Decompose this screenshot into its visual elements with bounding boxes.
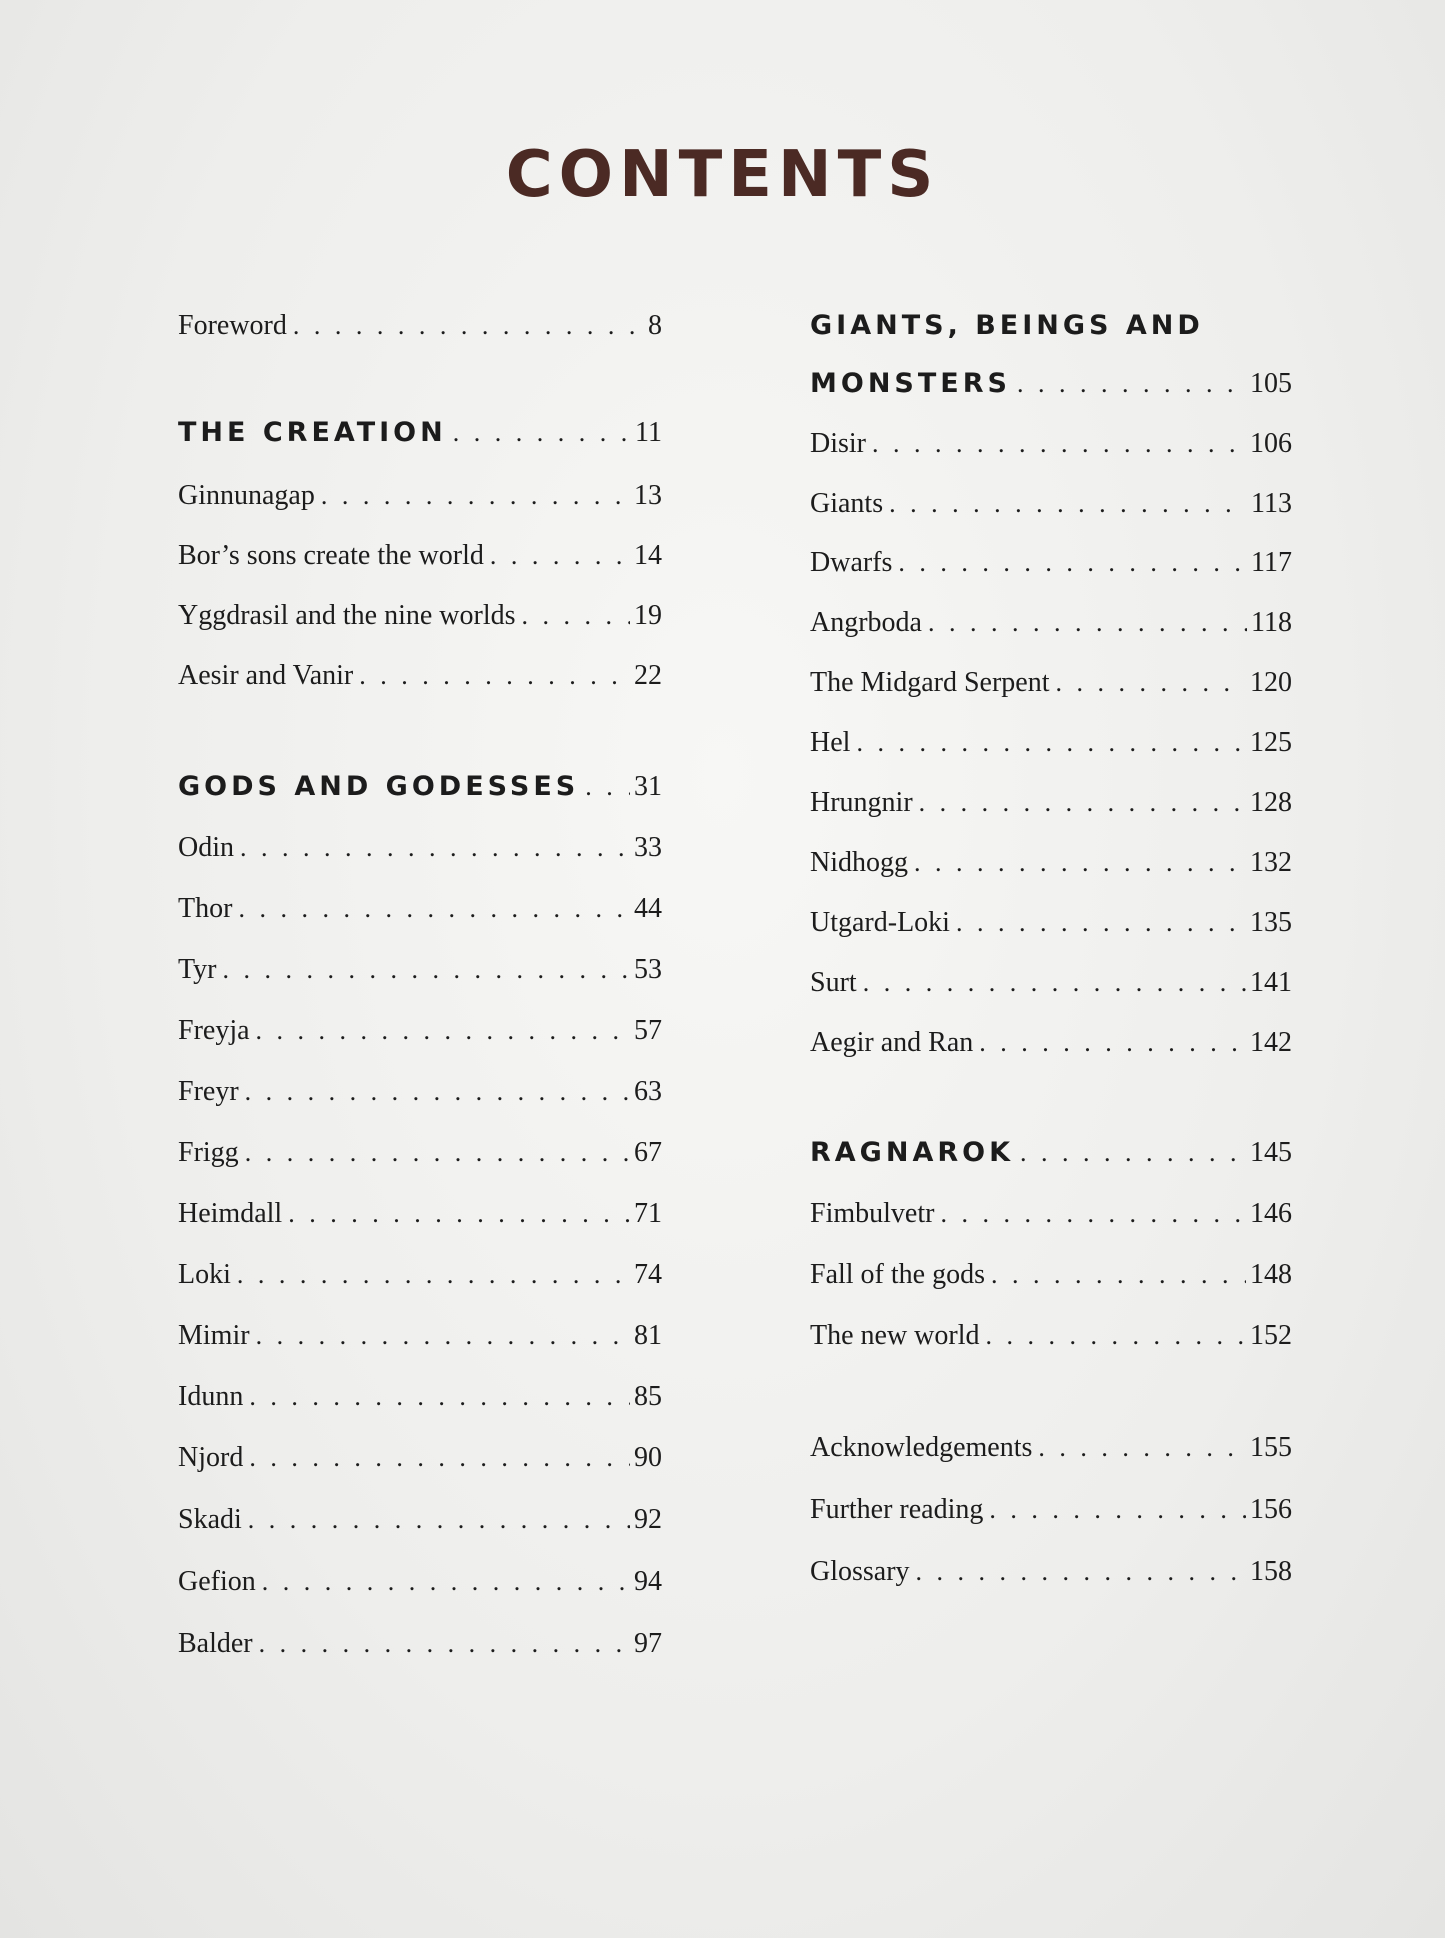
section-heading: THE CREATION	[178, 417, 447, 448]
toc-entry[interactable]	[810, 603, 1292, 643]
dot-leader	[522, 596, 631, 636]
dot-leader	[898, 543, 1247, 583]
dot-leader	[259, 1624, 630, 1664]
toc-section-giants[interactable]	[810, 364, 1292, 404]
toc-entry-label: Acknowledgements	[810, 1432, 1033, 1463]
toc-entry-label: Angrboda	[810, 607, 922, 638]
dot-leader	[856, 723, 1246, 763]
toc-page-number: 128	[1250, 787, 1292, 818]
toc-entry[interactable]	[178, 1194, 662, 1234]
toc-entry[interactable]	[810, 424, 1292, 464]
toc-entry-label: Glossary	[810, 1556, 910, 1587]
toc-entry-label: Dwarfs	[810, 547, 893, 578]
toc-entry[interactable]	[178, 596, 662, 636]
toc-entry[interactable]	[810, 963, 1292, 1003]
toc-entry-label: Fall of the gods	[810, 1259, 985, 1290]
toc-entry-label: Nidhogg	[810, 847, 908, 878]
dot-leader	[889, 484, 1247, 524]
dot-leader	[249, 1377, 630, 1417]
toc-entry[interactable]	[178, 1255, 662, 1295]
toc-entry-label: Thor	[178, 893, 233, 924]
toc-entry-foreword[interactable]	[178, 306, 662, 346]
toc-entry-glossary[interactable]	[810, 1552, 1292, 1592]
toc-page-number: 31	[634, 771, 662, 802]
toc-page-number: 141	[1250, 967, 1292, 998]
toc-page-number: 74	[634, 1259, 662, 1290]
toc-entry[interactable]	[178, 1133, 662, 1173]
toc-page-number: 63	[634, 1076, 662, 1107]
toc-page-number: 142	[1250, 1027, 1292, 1058]
toc-page-number: 92	[634, 1504, 662, 1535]
toc-entry-label: Yggdrasil and the nine worlds	[178, 600, 516, 631]
toc-entry[interactable]	[178, 1562, 662, 1602]
toc-section-gods[interactable]	[178, 767, 662, 807]
toc-entry-label: Foreword	[178, 310, 287, 341]
toc-entry[interactable]	[178, 889, 662, 929]
dot-leader	[293, 306, 644, 346]
toc-page-number: 71	[634, 1198, 662, 1229]
dot-leader	[237, 1255, 630, 1295]
dot-leader	[1017, 364, 1246, 404]
dot-leader	[222, 950, 630, 990]
dot-leader	[919, 783, 1246, 823]
toc-page-number: 67	[634, 1137, 662, 1168]
dot-leader	[872, 424, 1246, 464]
toc-entry[interactable]	[810, 1255, 1292, 1295]
toc-entry-label: Fimbulvetr	[810, 1198, 935, 1229]
toc-entry[interactable]	[810, 484, 1292, 524]
toc-page-number: 22	[634, 660, 662, 691]
toc-entry-label: Disir	[810, 428, 866, 459]
toc-page-number: 158	[1250, 1556, 1292, 1587]
toc-entry-label: Further reading	[810, 1494, 984, 1525]
toc-page-number: 113	[1251, 488, 1292, 519]
toc-page-number: 19	[634, 600, 662, 631]
toc-entry-label: Surt	[810, 967, 857, 998]
toc-page-number: 11	[635, 417, 662, 448]
dot-leader	[914, 843, 1246, 883]
toc-entry-label: Aesir and Vanir	[178, 660, 354, 691]
toc-entry[interactable]	[178, 1624, 662, 1664]
toc-entry[interactable]	[178, 1438, 662, 1478]
toc-entry-label: Ginnunagap	[178, 480, 315, 511]
dot-leader	[288, 1194, 630, 1234]
dot-leader	[240, 828, 630, 868]
toc-entry[interactable]	[178, 1011, 662, 1051]
dot-leader	[245, 1133, 630, 1173]
toc-entry-label: Frigg	[178, 1137, 239, 1168]
toc-entry-label: Skadi	[178, 1504, 242, 1535]
toc-page-number: 152	[1250, 1320, 1292, 1351]
dot-leader	[248, 1500, 630, 1540]
dot-leader	[956, 903, 1246, 943]
toc-page-number: 118	[1251, 607, 1292, 638]
section-heading: MONSTERS	[810, 368, 1011, 399]
toc-entry-label: Balder	[178, 1628, 253, 1659]
toc-entry[interactable]	[178, 1072, 662, 1112]
toc-page-number: 53	[634, 954, 662, 985]
toc-entry-label: Freyja	[178, 1015, 250, 1046]
toc-page-number: 33	[634, 832, 662, 863]
dot-leader	[321, 476, 630, 516]
dot-leader	[238, 889, 630, 929]
toc-entry[interactable]	[810, 723, 1292, 763]
toc-section-ragnarok[interactable]	[810, 1133, 1292, 1173]
toc-entry-label: Tyr	[178, 954, 217, 985]
dot-leader	[1038, 1428, 1246, 1468]
toc-entry-label: Giants	[810, 488, 884, 519]
toc-page-number: 135	[1250, 907, 1292, 938]
toc-page-number: 97	[634, 1628, 662, 1659]
dot-leader	[256, 1011, 630, 1051]
toc-entry[interactable]	[810, 1316, 1292, 1356]
toc-page-number: 44	[634, 893, 662, 924]
dot-leader	[916, 1552, 1246, 1592]
toc-page-number: 94	[634, 1566, 662, 1597]
toc-page-number: 120	[1250, 667, 1292, 698]
section-heading: GODS AND GODESSES	[178, 771, 580, 802]
toc-entry[interactable]	[178, 1500, 662, 1540]
toc-page-number: 8	[648, 310, 662, 341]
page-title: CONTENTS	[505, 138, 940, 212]
toc-entry[interactable]	[810, 1023, 1292, 1063]
toc-entry[interactable]	[178, 656, 662, 696]
toc-page-number: 117	[1251, 547, 1292, 578]
toc-entry-label: Njord	[178, 1442, 244, 1473]
toc-page-number: 106	[1250, 428, 1292, 459]
toc-entry-label: Idunn	[178, 1381, 244, 1412]
toc-page-number: 146	[1250, 1198, 1292, 1229]
toc-entry[interactable]	[810, 1194, 1292, 1234]
toc-entry-label: Aegir and Ran	[810, 1027, 974, 1058]
section-heading-giants-line1[interactable]: GIANTS, BEINGS AND	[810, 310, 1204, 341]
toc-entry[interactable]	[810, 903, 1292, 943]
toc-entry-label: Bor’s sons create the world	[178, 540, 484, 571]
toc-page-number: 155	[1250, 1432, 1292, 1463]
dot-leader	[1020, 1133, 1246, 1173]
dot-leader	[979, 1023, 1246, 1063]
toc-entry[interactable]	[810, 663, 1292, 703]
toc-page-number: 145	[1250, 1137, 1292, 1168]
toc-entry-label: Heimdall	[178, 1198, 283, 1229]
dot-leader	[1056, 663, 1247, 703]
toc-page-number: 125	[1250, 727, 1292, 758]
toc-entry[interactable]	[810, 843, 1292, 883]
dot-leader	[453, 413, 631, 453]
dot-leader	[249, 1438, 630, 1478]
toc-entry-label: Loki	[178, 1259, 231, 1290]
dot-leader	[256, 1316, 630, 1356]
toc-entry[interactable]	[178, 1316, 662, 1356]
toc-entry-label: Gefion	[178, 1566, 256, 1597]
toc-page-number: 132	[1250, 847, 1292, 878]
toc-page-number: 85	[634, 1381, 662, 1412]
toc-entry[interactable]	[178, 828, 662, 868]
toc-page-number: 105	[1250, 368, 1292, 399]
dot-leader	[940, 1194, 1246, 1234]
toc-page-number: 81	[634, 1320, 662, 1351]
dot-leader	[262, 1562, 630, 1602]
dot-leader	[359, 656, 630, 696]
toc-entry[interactable]	[810, 543, 1292, 583]
toc-page-number: 13	[634, 480, 662, 511]
dot-leader	[986, 1316, 1246, 1356]
dot-leader	[991, 1255, 1246, 1295]
toc-section-creation[interactable]	[178, 413, 662, 453]
dot-leader	[585, 767, 630, 807]
section-heading: RAGNAROK	[810, 1137, 1015, 1168]
toc-entry-label: Utgard-Loki	[810, 907, 950, 938]
toc-page-number: 156	[1250, 1494, 1292, 1525]
toc-entry-label: Mimir	[178, 1320, 250, 1351]
toc-page-number: 57	[634, 1015, 662, 1046]
dot-leader	[245, 1072, 630, 1112]
toc-entry[interactable]	[178, 476, 662, 516]
toc-entry-label: Hrungnir	[810, 787, 913, 818]
dot-leader	[863, 963, 1246, 1003]
toc-entry-label: Freyr	[178, 1076, 239, 1107]
toc-entry[interactable]	[178, 950, 662, 990]
toc-entry[interactable]	[810, 783, 1292, 823]
toc-entry-label: Odin	[178, 832, 234, 863]
toc-page-number: 14	[634, 540, 662, 571]
toc-entry-label: The new world	[810, 1320, 980, 1351]
dot-leader	[989, 1490, 1246, 1530]
toc-entry-acknowledgements[interactable]	[810, 1428, 1292, 1468]
dot-leader	[490, 536, 630, 576]
toc-entry-label: Hel	[810, 727, 851, 758]
toc-page-number: 148	[1250, 1259, 1292, 1290]
toc-entry[interactable]	[178, 536, 662, 576]
dot-leader	[928, 603, 1247, 643]
toc-page-number: 90	[634, 1442, 662, 1473]
toc-entry-label: The Midgard Serpent	[810, 667, 1050, 698]
toc-entry[interactable]	[178, 1377, 662, 1417]
toc-entry-further-reading[interactable]	[810, 1490, 1292, 1530]
